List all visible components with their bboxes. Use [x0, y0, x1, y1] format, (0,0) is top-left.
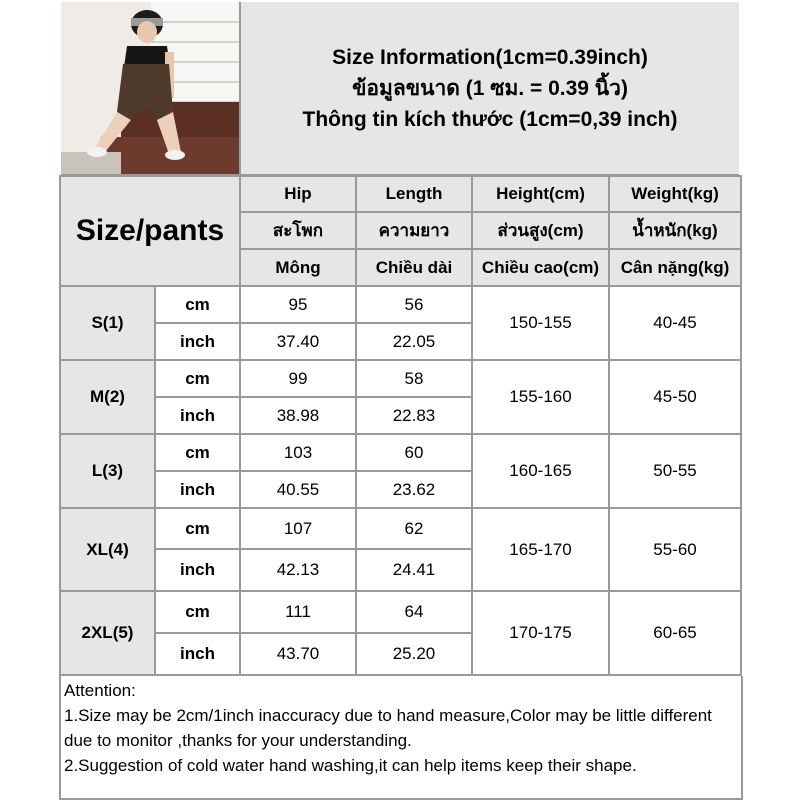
- length-value: 22.05: [356, 323, 472, 360]
- length-value: 62: [356, 508, 472, 549]
- table-row: [60, 508, 741, 549]
- length-value: 60: [356, 434, 472, 471]
- unit-label: inch: [155, 549, 240, 591]
- weight-value: 60-65: [609, 591, 741, 675]
- column-header-weight-thai: น้ำหนัก(kg): [609, 212, 741, 249]
- attention-notes: [59, 676, 743, 800]
- length-value: 58: [356, 360, 472, 397]
- height-value: 160-165: [472, 434, 609, 508]
- column-header-weight-vi: Cân nặng(kg): [609, 249, 741, 286]
- height-value: 150-155: [472, 286, 609, 360]
- height-value: 170-175: [472, 591, 609, 675]
- table-row: [60, 360, 741, 397]
- unit-label: cm: [155, 508, 240, 549]
- unit-label: cm: [155, 591, 240, 633]
- hip-value: 107: [240, 508, 356, 549]
- size-table: [59, 175, 742, 676]
- table-row: [60, 434, 741, 471]
- table-row: [60, 591, 741, 633]
- column-header-length: Length: [356, 176, 472, 212]
- weight-value: 40-45: [609, 286, 741, 360]
- size-label: L(3): [60, 434, 155, 508]
- column-header-length-vi: Chiều dài: [356, 249, 472, 286]
- unit-label: cm: [155, 360, 240, 397]
- hip-value: 42.13: [240, 549, 356, 591]
- length-value: 64: [356, 591, 472, 633]
- size-info-title: [241, 2, 739, 176]
- product-photo: [61, 2, 241, 176]
- column-header-height-thai: ส่วนสูง(cm): [472, 212, 609, 249]
- size-label: M(2): [60, 360, 155, 434]
- title-thai: ข้อมูลขนาด (1 ซม. = 0.39 นิ้ว): [352, 76, 628, 100]
- column-header-weight: Weight(kg): [609, 176, 741, 212]
- hip-value: 38.98: [240, 397, 356, 434]
- length-value: 24.41: [356, 549, 472, 591]
- title-vietnamese: Thông tin kích thước (1cm=0,39 inch): [302, 107, 678, 131]
- title-english: Size Information(1cm=0.39inch): [332, 45, 648, 69]
- unit-label: inch: [155, 471, 240, 508]
- length-value: 22.83: [356, 397, 472, 434]
- column-header-height: Height(cm): [472, 176, 609, 212]
- hip-value: 103: [240, 434, 356, 471]
- column-header-hip-vi: Mông: [240, 249, 356, 286]
- weight-value: 55-60: [609, 508, 741, 591]
- length-value: 56: [356, 286, 472, 323]
- length-value: 23.62: [356, 471, 472, 508]
- weight-value: 45-50: [609, 360, 741, 434]
- unit-label: inch: [155, 323, 240, 360]
- unit-label: inch: [155, 397, 240, 434]
- hip-value: 111: [240, 591, 356, 633]
- attention-note-1: 1.Size may be 2cm/1inch inaccuracy due to hand measure,Color may be little different due to monitor ,thanks for your understanding.: [64, 706, 712, 750]
- header-row-english: [60, 176, 741, 212]
- size-label: XL(4): [60, 508, 155, 591]
- length-value: 25.20: [356, 633, 472, 675]
- unit-label: inch: [155, 633, 240, 675]
- size-label: S(1): [60, 286, 155, 360]
- corner-label: Size/pants: [60, 176, 240, 286]
- size-label: 2XL(5): [60, 591, 155, 675]
- product-photo-image: [61, 2, 239, 174]
- hip-value: 99: [240, 360, 356, 397]
- attention-note-2: 2.Suggestion of cold water hand washing,it can help items keep their shape.: [64, 756, 637, 775]
- weight-value: 50-55: [609, 434, 741, 508]
- unit-label: cm: [155, 434, 240, 471]
- column-header-hip-thai: สะโพก: [240, 212, 356, 249]
- table-row: [60, 286, 741, 323]
- hip-value: 37.40: [240, 323, 356, 360]
- attention-heading: Attention:: [64, 681, 136, 700]
- column-header-height-vi: Chiều cao(cm): [472, 249, 609, 286]
- hip-value: 95: [240, 286, 356, 323]
- column-header-length-thai: ความยาว: [356, 212, 472, 249]
- height-value: 165-170: [472, 508, 609, 591]
- hip-value: 43.70: [240, 633, 356, 675]
- unit-label: cm: [155, 286, 240, 323]
- height-value: 155-160: [472, 360, 609, 434]
- hip-value: 40.55: [240, 471, 356, 508]
- column-header-hip: Hip: [240, 176, 356, 212]
